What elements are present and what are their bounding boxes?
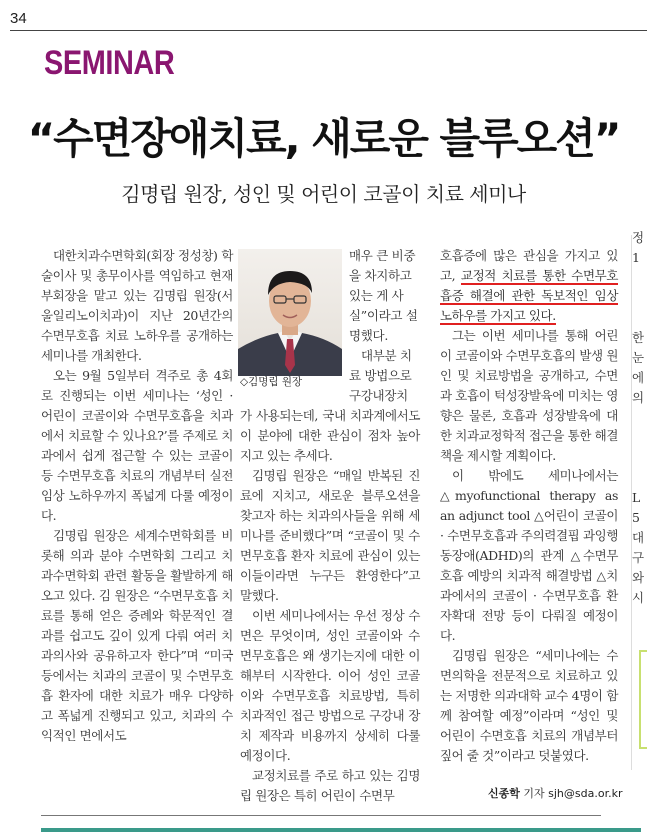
- paragraph: 대부분 치료 방법으로 구강내장치: [349, 348, 412, 403]
- photo-caption: ◇김명립 원장: [240, 376, 303, 388]
- subheadline: 김명립 원장, 성인 및 어린이 코골이 치료 세미나: [121, 182, 526, 206]
- next-article-box-edge: [639, 650, 647, 749]
- byline: [488, 785, 622, 801]
- paragraph: 오는 9월 5일부터 격주로 총 4회로 진행되는 이번 세미나는 ‘성인 · 어린이 코골이와 수면무호흡을 치과에서 치료할 수 있나요?’를 주제로 치과에서 쉽게 접근할 수 있는 코골이 등 수면무호흡 치료의 개념부터 실전 임상 노하우까지 폭넓게 다룰 예정이다.: [41, 368, 233, 523]
- paragraph: 교정치료를 주로 하고 있는 김명립 원장은 특히 어린이 수면무: [240, 768, 420, 803]
- paragraph: 김명립 원장은 “세미나에는 수면의학을 전문적으로 치료하고 있는 저명한 의과대학 교수 4명이 함께 참여할 예정”이라며 “성인 및 어린이 수면호흡 치료의 개념부터 짚어 줄 것”이라고 덧붙였다.: [440, 648, 618, 763]
- paragraph: 이 밖에도 세미나에서는 △myofunctional therapy as an adjunct tool △어린이 코골이 · 수면무호흡과 주의력결핍 과잉행동장애(ADHD)의 관계 △수면무호흡 예방의 치과적 해결방법 △치과에서의 코골이 · 수면무호흡 환자확대 전망 등이 다뤄질 예정이다.: [440, 468, 618, 643]
- article-column-3: [440, 246, 618, 766]
- top-rule: [10, 30, 647, 31]
- next-article-edge-text: 정 1 한 눈 에 의 L 5 대 구 와 시: [632, 230, 645, 605]
- paragraph: 이번 세미나에서는 우선 정상 수면은 무엇이며, 성인 코골이와 수면무호흡은 왜 생기는지에 대한 이해부터 시작한다. 이어 성인 코골이와 수면무호흡 치료방법, 특히 치과적인 접근 방법으로 구강내 장치 제작과 비용까지 상세히 다룰 예정이다.: [240, 608, 420, 763]
- underlined-highlight: 교정적 치료를 통한 수면무호흡증 해결에 관한 독보적인 임상 노하우를 가지고 있다.: [440, 268, 619, 323]
- portrait-illustration: [238, 249, 342, 376]
- paragraph: 김명립 원장은 “매일 반복된 진료에 지치고, 새로운 블루오션을 찾고자 하는 치과의사들을 위해 세미나를 준비했다”며 “코골이 및 수면무호흡 환자 치료에 관심이 있는 이들이라면 누구든 환영한다”고 말했다.: [240, 468, 420, 603]
- photo-side-text: [349, 246, 419, 406]
- paragraph: 대한치과수면학회(회장 정성창) 학술이사 및 총무이사를 역임하고 현재 부회장을 맡고 있는 김명립 원장(서울일리노이치과)이 지난 20년간의 수면무호흡 치료 노하우를 공개하는 세미나를 개최한다.: [41, 248, 233, 363]
- article-column-1: [41, 246, 233, 746]
- reporter-contact: 기자 sjh@sda.or.kr: [519, 787, 623, 800]
- portrait-photo: [238, 249, 342, 376]
- paragraph: 가 사용되는데, 국내 치과계에서도 이 분야에 대한 관심이 점차 높아지고 있는 추세다.: [240, 408, 420, 463]
- paragraph: 그는 이번 세미나를 통해 어린이 코골이와 수면무호흡의 발생 원인 및 치료방법을 공개하고, 수면과 호흡이 턱성장발육에 미치는 영향은 물론, 호흡과 성장발육에 대한 치과교정학적 접근을 통한 해결책을 제시할 계획이다.: [440, 328, 618, 463]
- page-number: 34: [10, 10, 27, 27]
- article-column-2: [240, 406, 420, 806]
- text-run: 호흡증에 많은 관심을 가지고 있고,: [440, 248, 618, 283]
- paragraph: [440, 246, 618, 326]
- section-label: SEMINAR: [44, 44, 175, 82]
- paragraph: 매우 큰 비중을 차지하고 있는 게 사실”이라고 설명했다.: [349, 248, 418, 343]
- paragraph: 김명립 원장은 세계수면학회를 비롯해 의과 분야 수면학회 그리고 치과수면학회 관련 활동을 활발하게 해오고 있다. 김 원장은 “수면무호흡 치료를 통해 얻은 증례와 학문적인 결과를 쉽고도 깊이 있게 다뤄 여러 치과의사와 공유하고자 한다”며 “미국 등에서는 치과의 코골이 및 수면무호흡 환자에 대한 치료가 매우 다양하고 폭넓게 진행되고 있고, 치과의 수익적인 면에서도: [41, 528, 233, 743]
- reporter-name: 신종학: [488, 787, 520, 800]
- bottom-rule: [41, 815, 601, 816]
- bottom-color-bar: [41, 828, 641, 832]
- headline: “수면장애치료, 새로운 블루오션”: [27, 114, 620, 163]
